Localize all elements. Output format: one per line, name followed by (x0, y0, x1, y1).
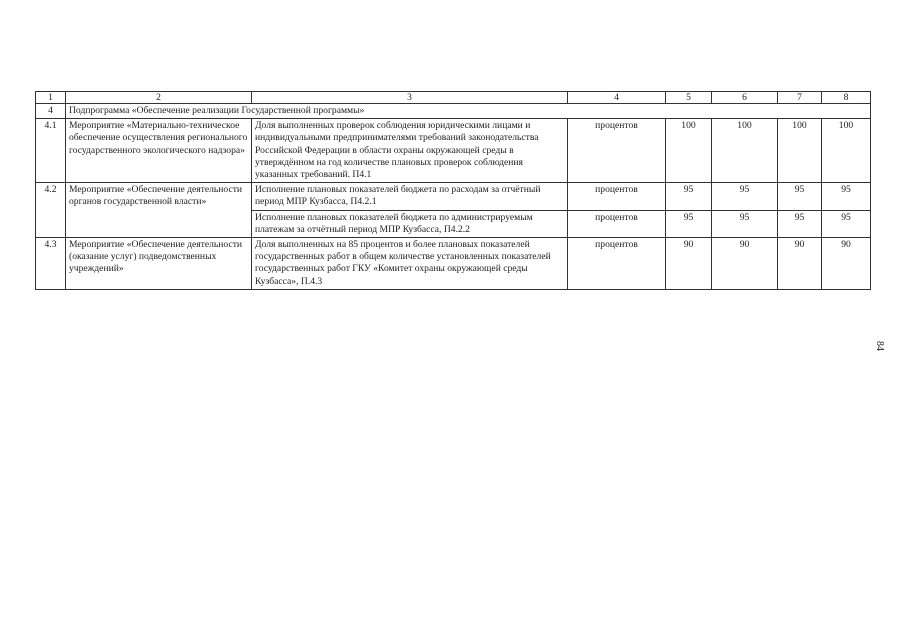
header-cell: 6 (712, 92, 778, 104)
value-col5: 95 (666, 210, 712, 237)
unit-cell: процентов (568, 119, 666, 183)
table-row (36, 119, 871, 183)
value-col8: 95 (822, 210, 871, 237)
subprogram-row (36, 104, 871, 119)
indicator-name: Исполнение плановых показателей бюджета по администрируемым платежам за отчётный период МПР Кузбасса, П4.2.2 (252, 210, 568, 237)
header-cell: 2 (66, 92, 252, 104)
unit-cell: процентов (568, 210, 666, 237)
value-col5: 90 (666, 238, 712, 290)
value-col6: 100 (712, 119, 778, 183)
activity-name: Мероприятие «Материально-техническое обеспечение осуществления регионального государственного экологического надзора» (66, 119, 252, 183)
value-col6: 95 (712, 210, 778, 237)
activity-name: Мероприятие «Обеспечение деятельности органов государственной власти» (66, 183, 252, 238)
header-row (36, 92, 871, 104)
value-col5: 95 (666, 183, 712, 210)
unit-cell: процентов (568, 238, 666, 290)
activity-code: 4.2 (36, 183, 66, 238)
value-col7: 100 (778, 119, 822, 183)
subprogram-code: 4 (36, 104, 66, 119)
activity-name: Мероприятие «Обеспечение деятельности (оказание услуг) подведомственных учреждений» (66, 238, 252, 290)
indicator-name: Доля выполненных на 85 процентов и более плановых показателей государственных работ в общем количестве установленных показателей государственных работ ГКУ «Комитет охраны окружающей среды Кузбасса», П.4.3 (252, 238, 568, 290)
table-row (36, 238, 871, 290)
activity-code: 4.3 (36, 238, 66, 290)
page-number: 84 (874, 341, 885, 351)
header-cell: 5 (666, 92, 712, 104)
header-cell: 1 (36, 92, 66, 104)
subprogram-title: Подпрограмма «Обеспечение реализации Государственной программы» (66, 104, 871, 119)
value-col8: 90 (822, 238, 871, 290)
header-cell: 4 (568, 92, 666, 104)
table-row (36, 183, 871, 210)
value-col6: 95 (712, 183, 778, 210)
header-cell: 7 (778, 92, 822, 104)
value-col5: 100 (666, 119, 712, 183)
activity-code: 4.1 (36, 119, 66, 183)
unit-cell: процентов (568, 183, 666, 210)
indicator-name: Исполнение плановых показателей бюджета по расходам за отчётный период МПР Кузбасса, П4.2.1 (252, 183, 568, 210)
indicator-name: Доля выполненных проверок соблюдения юридическими лицами и индивидуальными предпринимателями требований законодательства Российской Федерации в области охраны окружающей среды в утверждённом на год количестве плановых проверок соблюдения указанных требований. П4.1 (252, 119, 568, 183)
header-cell: 3 (252, 92, 568, 104)
value-col8: 95 (822, 183, 871, 210)
value-col8: 100 (822, 119, 871, 183)
header-cell: 8 (822, 92, 871, 104)
value-col7: 90 (778, 238, 822, 290)
value-col7: 95 (778, 210, 822, 237)
value-col6: 90 (712, 238, 778, 290)
indicators-table (35, 91, 871, 290)
value-col7: 95 (778, 183, 822, 210)
